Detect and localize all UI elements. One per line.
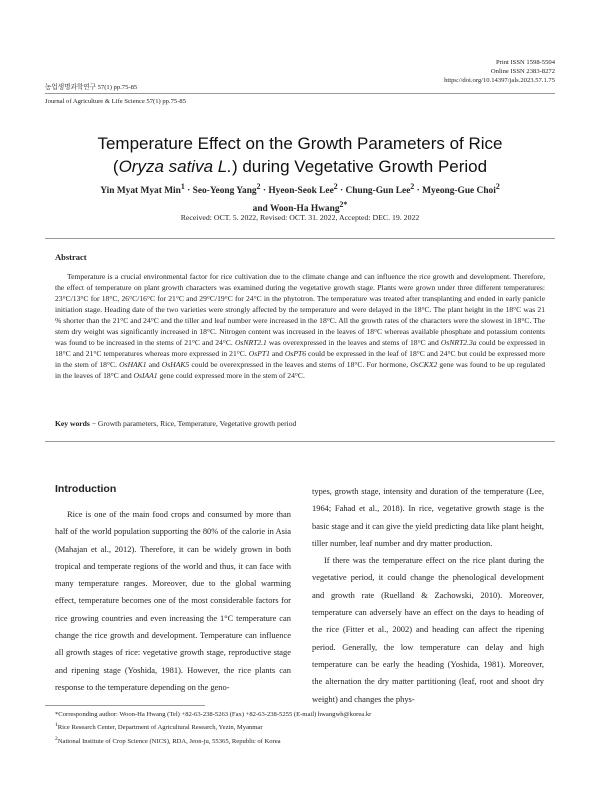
abstract-heading: Abstract (55, 252, 87, 262)
submission-dates: Received: OCT. 5. 2022, Revised: OCT. 31. 2022, Accepted: DEC. 19. 2022 (180, 213, 420, 222)
online-issn: Online ISSN 2383-8272 (490, 68, 555, 75)
intro-column-right (312, 483, 544, 708)
affiliation-1: $^1$Rice Research Center, Department of Agricultural Research, Yezin, Myanmar (55, 722, 263, 732)
intro-paragraph: If there was the temperature effect on the rice plant during the vegetative period, it could change the phenological development and growth rate (Ruelland & Zachowski, 2010). Moreover, temperature can adversely have an effect on the days to heading of the rice (Fitter et al., 2002) and heading can affect the ripening period. Generally, the low temperature can delay and high temperature can be early the heading (Yoshida, 1981). Moreover, the alternation the dry matter partitioning (leaf, root and shoot dry weight) and changes the phys- (312, 555, 544, 704)
intro-column-left (55, 506, 291, 696)
corresponding-author: *Corresponding author: Woon-Ha Hwang (Tel) +82-63-238-5263 (Fax) +82-63-238-5255 (E-mail) hwangwh@korea.kr (55, 711, 372, 718)
intro-heading: Introduction (55, 483, 117, 495)
issn-block (444, 58, 555, 85)
doi-link[interactable]: https://doi.org/10.14397/jals.2023.57.1.75 (444, 77, 555, 84)
abstract-top-rule (45, 238, 555, 239)
print-issn: Print ISSN 1598-5504 (496, 59, 555, 66)
journal-korean: 농업생명과학연구 57(1) pp.75-85 (45, 84, 138, 91)
paper-title (0, 132, 600, 178)
footnote-rule (45, 705, 205, 706)
abstract-bottom-rule (45, 441, 555, 442)
affiliation-2: $^2$National Institute of Crop Science (NICS), RDA, Jeon-ju, 55365, Republic of Korea (55, 735, 281, 745)
journal-english: Journal of Agriculture & Life Science 57(1) pp.75-85 (45, 98, 186, 105)
keywords-label: Key words (55, 419, 90, 428)
author-list: Yin Myat Myat Min$^1$ · Seo-Yeong Yang$^2$ · Hyeon-Seok Lee$^2$ · Chung-Gun Lee$^2$ · Myeong-Gue Choi$^2$ and Woon-Ha Hwang$^{2*}$ (100, 182, 500, 215)
species-name: Oryza sativa L. (118, 157, 232, 176)
footnotes (55, 710, 545, 747)
title-line-1: Temperature Effect on the Growth Parameters of Rice (97, 134, 503, 153)
keywords: Key words − Growth parameters, Rice, Temperature, Vegetative growth period (55, 419, 297, 428)
intro-paragraph: types, growth stage, intensity and duration of the temperature (Lee, 1964; Fahad et al., 2018). In rice, vegetative growth stage is the basic stage and it can give the yield predicting data like plant height, tiller number, leaf number and dry matter production. (312, 486, 544, 548)
abstract-text: Temperature is a crucial environmental factor for rice cultivation due to the climate change and can influence the rice growth and development. Therefore, the effect of temperature on plant growth characters was examined during the vegetative growth stage. Plants were grown under three different temperatures: 23°C/13°C for 18°C, 26°C/16°C for 21°C and 29°C/19°C for 24°C in the phytotron. The temperature was treated after transplanting and ended in early panicle initiation stage. Heading date of the two varieties were strongly affected by the temperature and were delayed in the 18°C. The plant height in the 18°C was 21 % shorter than the 21°C and 24°C and the tiller and leaf number were increased in the 18°C. All the growth rates of the characters were the slowest in 18°C. The stem dry weight was significantly increased in 18°C. Nitrogen content was increased in the leaves of 18°C whereas available phosphate and potassium contents was found to be increased in the stems of 21°C and 24°C. OsNRT2.1 was overexpressed in the leaves and stems of 18°C and OsNRT2.3a could be expressed in 18°C and 21°C temperatures whereas more expressed in 21°C. OsPT1 and OsPT6 could be expressed in the leaf of 18°C and 24°C but could be expressed more in the stem of 18°C. OsHAK1 and OsHAK5 could be overexpressed in the leaves and stems of 18°C. For hormone, OsCKX2 gene was found to be up regulated in the leaves of 18°C and OsIAA1 gene could expressed more in the stem of 24°C. (55, 272, 546, 381)
title-line-2: (Oryza sativa L.) during Vegetative Growth Period (112, 157, 488, 176)
intro-paragraph: Rice is one of the main food crops and consumed by more than half of the world population supporting the 80% of the calorie in Asia (Mahajan et al., 2012). Therefore, it can be widely grown in both tropical and temperate regions of the world and thus, it can face with many temperature ranges. Moreover, due to the global warming effect, temperature becomes one of the most considerable factors for rice growing countries and even increasing the 1°C temperature can change the rice growth and development. Temperature can influence all growth stages of rice: vegetative growth stage, reproductive stage and ripening stage (Yoshida, 1981). However, the rice plants can response to the temperature depending on the geno- (55, 509, 291, 692)
header-rule (45, 93, 555, 94)
